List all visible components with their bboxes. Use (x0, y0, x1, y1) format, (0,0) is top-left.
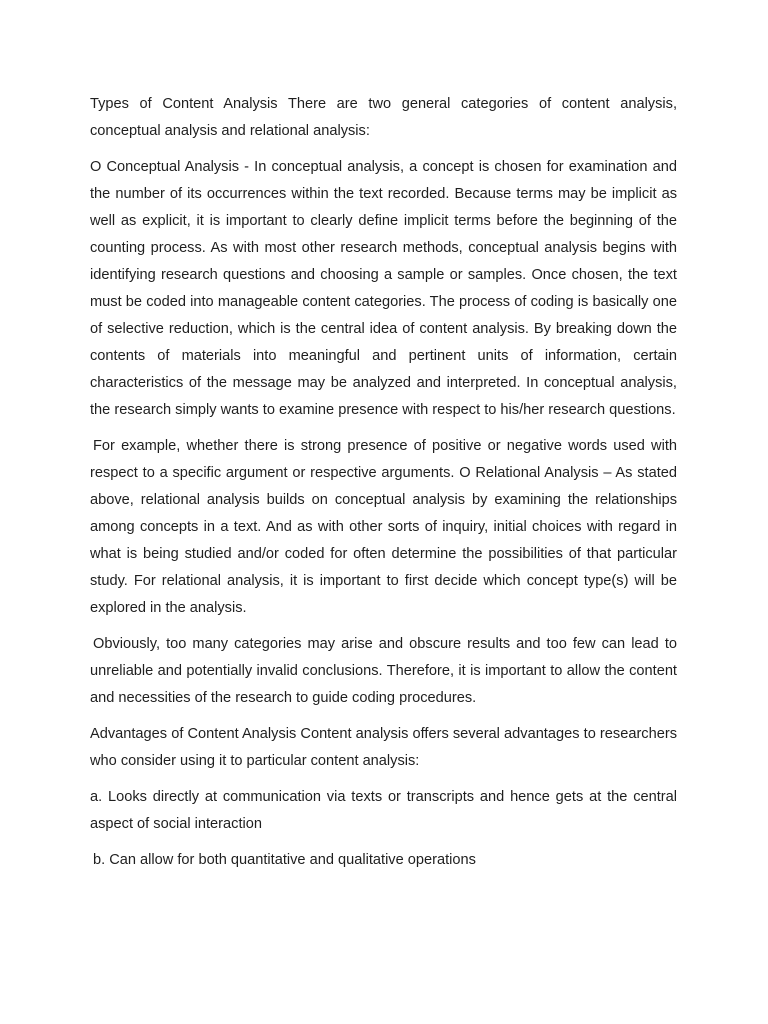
paragraph-advantages-intro: Advantages of Content Analysis Content analysis offers several advantages to researchers who consider using it to particular content analysis: (90, 726, 677, 769)
paragraph-relational-analysis: For example, whether there is strong presence of positive or negative words used with respect to a specific argument or respective arguments. O Relational Analysis – As stated above, relational analysis builds on conceptual analysis by examining the relationships among concepts in a text. And as with other sorts of inquiry, initial choices with regard in what is being studied and/or coded for often determine the possibilities of that particular study. For relational analysis, it is important to first decide which concept type(s) will be explored in the analysis. (90, 438, 677, 616)
list-item-advantage-b: b. Can allow for both quantitative and qualitative operations (93, 852, 476, 868)
paragraph-conceptual-analysis: O Conceptual Analysis - In conceptual analysis, a concept is chosen for examination and the number of its occurrences within the text recorded. Because terms may be implicit as well as explicit, it is important to clearly define implicit terms before the beginning of the counting process. As with most other research methods, conceptual analysis begins with identifying research questions and choosing a sample or samples. Once chosen, the text must be coded into manageable content categories. The process of coding is basically one of selective reduction, which is the central idea of content analysis. By breaking down the contents of materials into meaningful and pertinent units of information, certain characteristics of the message may be analyzed and interpreted. In conceptual analysis, the research simply wants to examine presence with respect to his/her research questions. (90, 159, 677, 418)
document-body (90, 91, 677, 883)
list-item-advantage-a: a. Looks directly at communication via texts or transcripts and hence gets at the central aspect of social interaction (90, 789, 677, 832)
paragraph-types-intro: Types of Content Analysis There are two general categories of content analysis, conceptual analysis and relational analysis: (90, 96, 677, 139)
paragraph-categories-note: Obviously, too many categories may arise and obscure results and too few can lead to unreliable and potentially invalid conclusions. Therefore, it is important to allow the content and necessities of the research to guide coding procedures. (90, 636, 677, 706)
